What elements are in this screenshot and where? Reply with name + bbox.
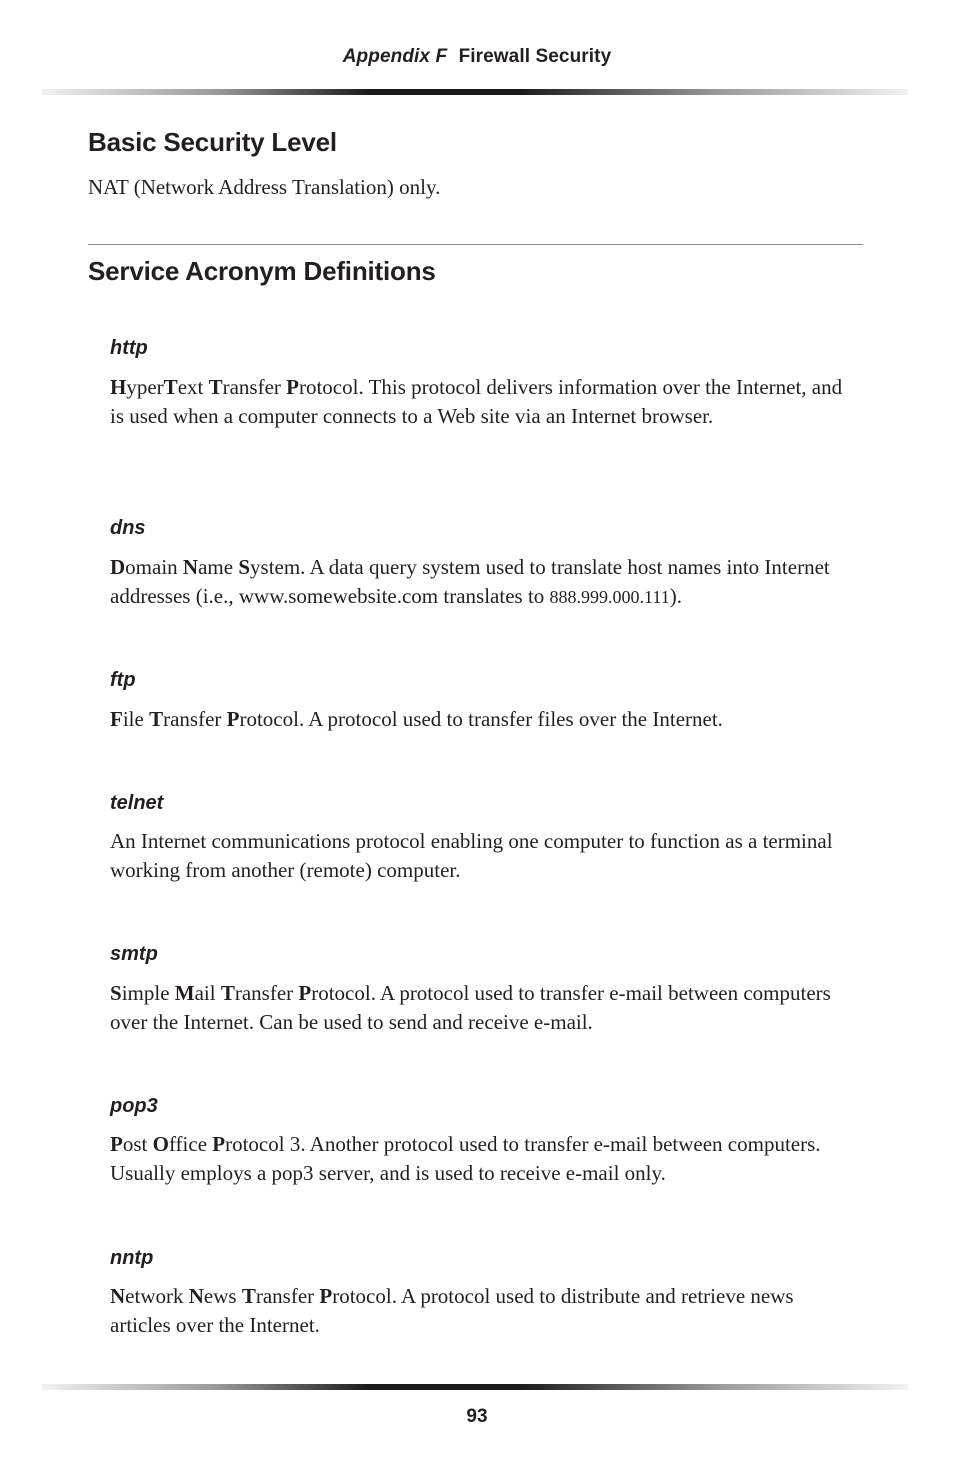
term-smtp: smtp [110,943,158,965]
acronym-initial: S [238,555,251,579]
definition-text: ystem. A data query system used to translate host names into Internet addresses (i.e., www.somewebsite.com translates to [110,555,830,608]
definition-ftp [110,705,850,734]
definition-text: rotocol. A protocol used to transfer e-mail between computers over the Internet. Can be used to send and receive e-mail. [110,981,831,1034]
acronym-initial: T [241,1284,256,1308]
definition-smtp [110,979,850,1037]
acronym-initial: P [226,707,240,731]
definition-text: ffice [168,1132,213,1156]
definition-text: ile [122,707,150,731]
term-http: http [110,337,148,359]
acronym-initial: H [110,375,127,399]
definition-text: ransfer [222,375,287,399]
definition-text: ext [177,375,209,399]
definition-text: rotocol. A protocol used to distribute and retrieve news articles over the Internet. [110,1284,794,1337]
definition-text: yper [126,375,164,399]
definition-text: imple [121,981,175,1005]
acronym-initial: P [110,1132,123,1156]
definition-telnet [110,827,850,885]
acronym-initial: N [110,1284,126,1308]
definition-http [110,373,850,431]
chapter-title: Firewall Security [458,46,612,67]
acronym-initial: D [110,555,126,579]
term-telnet: telnet [110,792,164,814]
definition-text: rotocol. This protocol delivers information over the Internet, and is used when a computer connects to a Web site via an Internet browser. [110,375,843,428]
footer-rule [42,1384,908,1390]
acronym-initial: T [208,375,223,399]
acronym-initial: T [163,375,178,399]
term-pop3: pop3 [110,1095,158,1117]
basic-security-text: NAT (Network Address Translation) only. [88,175,441,199]
acronym-initial: S [110,981,122,1005]
definition-pop3 [110,1130,850,1188]
acronym-initial: N [182,555,199,579]
definition-text: etwork [125,1284,189,1308]
definition-text: ransfer [255,1284,320,1308]
running-header [0,46,954,68]
page-number: 93 [466,1406,488,1427]
definition-nntp [110,1282,850,1340]
acronym-initial: N [188,1284,204,1308]
definition-text: ail [194,981,221,1005]
definition-text: rotocol. A protocol used to transfer files over the Internet. [239,707,723,731]
acronym-definitions-heading: Service Acronym Definitions [88,256,436,286]
definition-text: An Internet communications protocol enabling one computer to function as a terminal working from another (remote) computer. [110,829,833,882]
term-nntp: nntp [110,1247,154,1269]
acronym-initial: P [298,981,312,1005]
acronym-initial: P [319,1284,333,1308]
header-rule [42,89,908,95]
acronym-initial: F [110,707,123,731]
term-dns: dns [110,517,146,539]
acronym-initial: P [212,1132,226,1156]
definition-text: ransfer [234,981,299,1005]
acronym-initial: O [152,1132,169,1156]
definition-dns [110,553,850,612]
definition-text: omain [125,555,183,579]
appendix-label: Appendix F [342,46,448,67]
definition-text: ransfer [163,707,227,731]
definition-text: ). [669,584,682,608]
example-address: 888.999.000.111 [549,587,670,607]
definition-text: ame [198,555,239,579]
term-ftp: ftp [110,669,136,691]
acronym-initial: P [286,375,299,399]
acronym-initial: T [149,707,164,731]
section-divider [88,244,863,245]
definition-text: ost [122,1132,153,1156]
acronym-initial: M [174,981,195,1005]
definition-text: ews [203,1284,242,1308]
definition-text: rotocol 3. Another protocol used to transfer e-mail between computers. Usually employs a pop3 server, and is used to receive e-mail only. [110,1132,821,1185]
acronym-initial: T [220,981,235,1005]
basic-security-heading: Basic Security Level [88,127,337,157]
